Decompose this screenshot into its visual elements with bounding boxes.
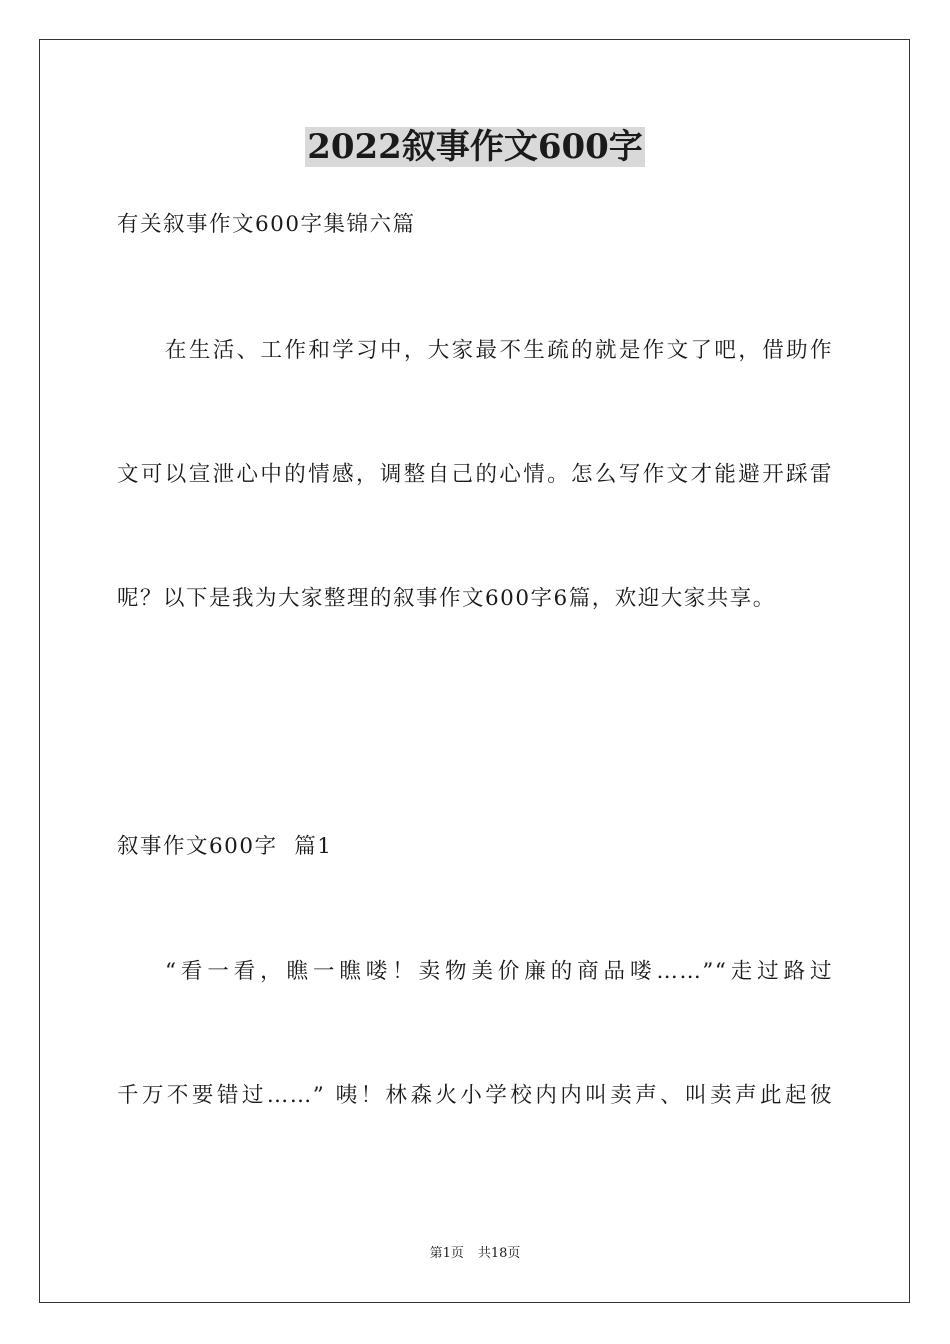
document-subtitle: 有关叙事作文600字集锦六篇 xyxy=(117,212,416,237)
document-title xyxy=(0,124,950,170)
intro-line-1: 在生活、工作和学习中，大家最不生疏的就是作文了吧，借助作 xyxy=(165,338,833,363)
page-number: 第1页 xyxy=(429,1246,464,1261)
document-title-text: 2022叙事作文600字 xyxy=(307,127,643,167)
section-heading: 叙事作文600字 篇1 xyxy=(117,834,333,859)
intro-line-2: 文可以宣泄心中的情感，调整自己的心情。怎么写作文才能避开踩雷 xyxy=(117,462,833,487)
section-line-1: “看一看，瞧一瞧喽！卖物美价廉的商品喽……”“走过路过 xyxy=(165,959,833,984)
section-line-2: 千万不要错过……” 咦！林森火小学校内内叫卖声、叫卖声此起彼 xyxy=(117,1083,833,1108)
intro-line-3: 呢？以下是我为大家整理的叙事作文600字6篇，欢迎大家共享。 xyxy=(117,586,776,611)
page-footer xyxy=(0,1245,950,1263)
page-total: 共18页 xyxy=(477,1246,521,1261)
